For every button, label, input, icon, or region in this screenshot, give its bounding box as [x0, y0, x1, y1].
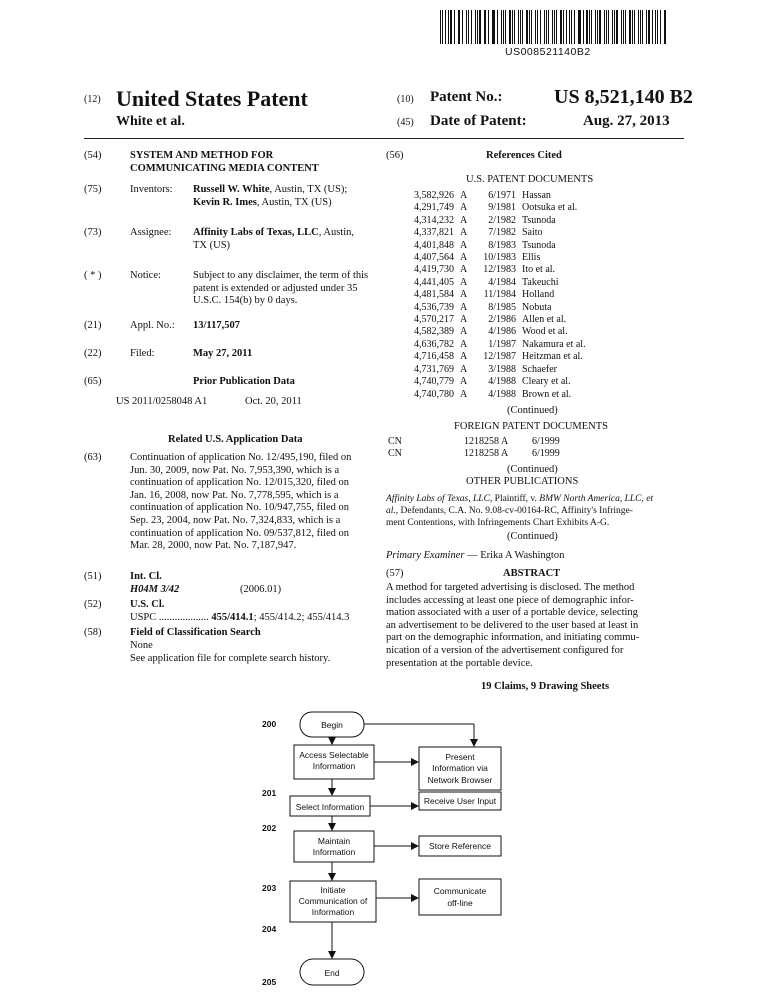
other-pub-party: Affinity Labs of Texas, LLC,	[386, 494, 493, 504]
us-reference-row	[386, 364, 676, 376]
prior-pub-date: Oct. 20, 2011	[245, 396, 302, 407]
ref-name: Nobuta	[522, 301, 552, 313]
ref-name: Tsunoda	[522, 239, 556, 251]
barcode-bar	[535, 10, 537, 44]
barcode-bar	[471, 10, 473, 44]
int-cl-class: H04M 3/42	[130, 584, 180, 595]
barcode-bar	[652, 10, 653, 44]
ref-date: 4/1986	[488, 326, 516, 338]
ref-name: Schaefer	[522, 363, 557, 375]
step-label-204: 204	[262, 924, 277, 934]
date-label: Date of Patent:	[430, 113, 527, 129]
barcode-bar	[574, 10, 575, 44]
date-value: Aug. 27, 2013	[583, 113, 670, 129]
uspc-primary: 455/414.1	[211, 612, 254, 623]
assignee-location-line2: TX (US)	[193, 239, 231, 251]
barcode-bar	[448, 10, 449, 44]
header-code-10: (10)	[397, 94, 414, 105]
search-field-label: Field of Classification Search	[130, 627, 261, 638]
barcode-bar	[614, 10, 615, 44]
barcode-bar	[531, 10, 532, 44]
barcode-bar	[597, 10, 598, 44]
other-pubs-title: OTHER PUBLICATIONS	[466, 476, 579, 487]
initiate-text: Information	[311, 907, 355, 917]
barcode-bar	[458, 10, 459, 44]
select-text: Select Information	[295, 802, 365, 812]
document-number: US008521140B2	[505, 46, 591, 58]
begin-text: Begin	[321, 720, 343, 730]
title-line: COMMUNICATING MEDIA CONTENT	[130, 162, 319, 174]
us-reference-row	[386, 190, 676, 202]
ref-date: 9/1981	[488, 202, 516, 214]
ref-date: 4/1984	[488, 276, 516, 288]
ref-name: Wood et al.	[522, 326, 568, 338]
appl-no-value: 13/117,507	[193, 320, 240, 331]
ref-name: Heitzman et al.	[522, 351, 583, 363]
us-reference-row	[386, 215, 676, 227]
field-51-code: (51)	[84, 571, 102, 582]
maintain-text: Maintain	[317, 836, 351, 846]
notice-text	[193, 270, 369, 308]
notice-line: U.S.C. 154(b) by 0 days.	[193, 295, 298, 307]
ref-kind: A	[460, 388, 468, 400]
field-63-code: (63)	[84, 452, 102, 463]
patent-authors: White et al.	[116, 114, 185, 129]
ref-number: 4,716,458	[414, 351, 454, 363]
barcode-bar	[655, 10, 656, 44]
abstract-line: nication of a version of the advertisement configured for	[386, 644, 624, 656]
ref-number: 4,441,405	[414, 276, 454, 288]
field-65-code: (65)	[84, 376, 102, 387]
ref-date: 11/1984	[483, 289, 516, 301]
ref-date: 10/1983	[483, 252, 516, 264]
ref-number: 4,337,821	[414, 227, 454, 239]
abstract-text	[386, 582, 684, 670]
store-text: Store Reference	[429, 841, 491, 851]
other-pub-text: ment Contentions, with Infringements Chart Exhibits A-G.	[386, 518, 610, 529]
barcode-bar	[552, 10, 553, 44]
barcode-bar	[642, 10, 643, 44]
ref-number: 4,740,779	[414, 376, 454, 388]
related-data-title: Related U.S. Application Data	[168, 434, 303, 445]
barcode-bar	[477, 10, 478, 44]
barcode-bar	[640, 10, 641, 44]
barcode-bar	[548, 10, 549, 44]
continued-foreign: (Continued)	[507, 464, 558, 475]
barcode-bar	[634, 10, 635, 44]
barcode-bar	[518, 10, 519, 44]
barcode-bar	[520, 10, 521, 44]
barcode-bar	[529, 10, 530, 44]
barcode-bar	[648, 10, 650, 44]
title-field	[130, 150, 319, 175]
ref-date: 6/1971	[488, 190, 516, 201]
foreign-references-list	[388, 436, 678, 461]
abstract-title: ABSTRACT	[503, 568, 561, 579]
ref-number: 1218258 A	[464, 448, 509, 460]
ref-date: 2/1982	[488, 214, 516, 226]
access-text: Information	[312, 761, 356, 771]
barcode-bar	[488, 10, 489, 44]
prior-pub-number: US 2011/0258048 A1	[116, 396, 208, 407]
barcode-bar	[556, 10, 557, 44]
ref-date: 2/1986	[488, 314, 516, 326]
barcode-bar	[554, 10, 555, 44]
barcode-bar	[493, 10, 495, 44]
ref-date: 12/1983	[483, 264, 516, 276]
ref-kind: A	[460, 351, 468, 363]
ref-date: 8/1985	[488, 301, 516, 313]
notice-label: Notice:	[130, 270, 161, 281]
ref-kind: A	[460, 214, 468, 226]
notice-code: ( * )	[84, 270, 102, 281]
field-56-code: (56)	[386, 150, 404, 161]
prior-pub-title: Prior Publication Data	[193, 376, 295, 387]
ref-date: 7/1982	[488, 227, 516, 239]
ref-kind: A	[460, 190, 468, 201]
barcode-bar	[646, 10, 647, 44]
field-75-code: (75)	[84, 184, 102, 195]
header-rule	[84, 138, 684, 139]
barcode-bar	[466, 10, 467, 44]
ref-name: Holland	[522, 289, 555, 301]
barcode-bar	[459, 10, 460, 44]
us-reference-row	[386, 339, 676, 351]
barcode-bar	[612, 10, 613, 44]
patent-no-value: US 8,521,140 B2	[554, 86, 693, 108]
barcode-bar	[479, 10, 480, 44]
us-reference-row	[386, 326, 676, 338]
us-reference-row	[386, 240, 676, 252]
claims-count: 19 Claims, 9 Drawing Sheets	[481, 681, 610, 692]
us-reference-row	[386, 202, 676, 214]
us-cl-label: U.S. Cl.	[130, 599, 165, 610]
receive-text: Receive User Input	[423, 796, 497, 806]
ref-kind: A	[460, 314, 468, 326]
us-docs-title: U.S. PATENT DOCUMENTS	[466, 174, 594, 185]
ref-kind: A	[460, 338, 468, 350]
barcode-bar	[454, 10, 455, 44]
ref-number: 4,481,584	[414, 289, 454, 301]
barcode-bar	[442, 10, 443, 44]
uspc-prefix: USPC ...................	[130, 612, 209, 623]
ref-kind: A	[460, 289, 468, 301]
barcode-bar	[665, 10, 666, 44]
continued-other: (Continued)	[507, 531, 558, 542]
ref-number: 4,740,780	[414, 388, 454, 400]
barcode-bar	[591, 10, 592, 44]
ref-number: 4,731,769	[414, 363, 454, 375]
ref-kind: A	[460, 252, 468, 264]
ref-kind: A	[460, 202, 468, 214]
primary-examiner	[386, 550, 564, 563]
barcode-bar	[485, 10, 486, 44]
barcode-bar	[501, 10, 502, 44]
inventor-location: , Austin, TX (US)	[256, 196, 332, 208]
barcode-bar	[606, 10, 607, 44]
barcode-bar	[621, 10, 622, 44]
barcode-bar	[540, 10, 541, 44]
ref-date: 3/1988	[488, 363, 516, 375]
assignee-location: , Austin,	[318, 227, 355, 238]
ref-name: Tsunoda	[522, 214, 556, 226]
ref-country: CN	[388, 448, 402, 460]
patent-title: United States Patent	[116, 86, 308, 111]
field-57-code: (57)	[386, 568, 404, 579]
ref-number: 4,291,749	[414, 202, 454, 214]
initiate-text: Initiate	[320, 885, 346, 895]
search-field-history: See application file for complete search history.	[130, 653, 331, 664]
int-cl-year: (2006.01)	[240, 584, 282, 595]
ref-number: 3,582,926	[414, 190, 454, 201]
ref-number: 4,636,782	[414, 338, 454, 350]
assignee-label: Assignee:	[130, 227, 172, 238]
other-pub-party: al.,	[386, 506, 399, 517]
field-21-code: (21)	[84, 320, 102, 331]
ref-number: 4,570,217	[414, 314, 454, 326]
abstract-line: A method for targeted advertising is disclosed. The method	[386, 582, 635, 593]
abstract-line: an advertisement to be delivered to the user based at least in	[386, 619, 639, 631]
barcode-bar	[462, 10, 463, 44]
us-reference-row	[386, 289, 676, 301]
continued-us: (Continued)	[507, 405, 558, 416]
ref-date: 4/1988	[488, 388, 516, 400]
other-pub-text: Plaintiff, v.	[492, 494, 540, 504]
field-73-code: (73)	[84, 227, 102, 238]
ref-kind: A	[460, 239, 468, 251]
other-pub-text: Defendants, C.A. No. 9.08-cv-00164-RC, Affinity's Infringe-	[398, 506, 633, 517]
related-line: continuation of application No. 10/947,755, filed on	[130, 502, 350, 514]
flowchart-figure	[0, 690, 768, 990]
filed-value: May 27, 2011	[193, 348, 253, 359]
barcode-bar	[440, 10, 441, 44]
end-text: End	[324, 968, 340, 978]
ref-number: 4,314,232	[414, 214, 454, 226]
ref-date: 6/1999	[532, 436, 560, 447]
ref-kind: A	[460, 363, 468, 375]
ref-number: 4,419,730	[414, 264, 454, 276]
assignee-value	[193, 227, 354, 252]
ref-date: 8/1983	[488, 239, 516, 251]
ref-number: 1218258 A	[464, 436, 509, 447]
barcode-bar	[664, 10, 665, 44]
ref-name: Cleary et al.	[522, 376, 571, 388]
ref-name: Nakamura et al.	[522, 338, 586, 350]
abstract-line: mation associated with a user of a portable device, selecting	[386, 607, 638, 619]
barcode-bar	[492, 10, 493, 44]
ref-name: Ellis	[522, 252, 541, 264]
present-text: Information via	[432, 763, 488, 773]
ref-kind: A	[460, 264, 468, 276]
barcode-bar	[604, 10, 605, 44]
ref-number: 4,536,739	[414, 301, 454, 313]
ref-date: 1/1987	[488, 338, 516, 350]
barcode-bar	[509, 10, 511, 44]
examiner-label: Primary Examiner	[386, 550, 465, 561]
related-line: Jun. 30, 2009, now Pat. No. 7,953,390, which is a	[130, 464, 340, 476]
access-text: Access Selectable	[299, 750, 369, 760]
other-publication	[386, 493, 686, 530]
barcode-bar	[450, 10, 452, 44]
filed-label: Filed:	[130, 348, 155, 359]
barcode-bar	[629, 10, 631, 44]
barcode-bar	[503, 10, 504, 44]
us-reference-row	[386, 302, 676, 314]
us-reference-row	[386, 227, 676, 239]
notice-line: patent is extended or adjusted under 35	[193, 282, 358, 294]
barcode-bar	[569, 10, 570, 44]
step-label-205: 205	[262, 977, 277, 987]
abstract-line: part on the demographic information, and initiating commu-	[386, 632, 640, 644]
barcode-bar	[497, 10, 498, 44]
step-label-203: 203	[262, 883, 277, 893]
barcode-bar	[586, 10, 587, 44]
barcode-bar	[625, 10, 626, 44]
ref-kind: A	[460, 276, 468, 288]
barcode-bar	[560, 10, 562, 44]
related-line: Sep. 23, 2004, now Pat. No. 7,324,833, which is a	[130, 514, 341, 526]
barcode-bar	[522, 10, 523, 44]
uspc-secondary: ; 455/414.2; 455/414.3	[253, 612, 350, 623]
us-reference-row	[386, 389, 676, 401]
header-code-12: (12)	[84, 94, 101, 105]
barcode-bar	[579, 10, 581, 44]
barcode-bar	[475, 10, 476, 44]
ref-kind: A	[460, 376, 468, 388]
barcode-bar	[657, 10, 658, 44]
references-title: References Cited	[486, 150, 562, 161]
ref-name: Saito	[522, 227, 543, 239]
ref-number: 4,582,389	[414, 326, 454, 338]
barcode-bar	[512, 10, 513, 44]
barcode-bar	[578, 10, 579, 44]
ref-country: CN	[388, 436, 402, 447]
present-text: Network Browser	[427, 775, 493, 785]
field-54-code: (54)	[84, 150, 102, 161]
barcode-bar	[546, 10, 547, 44]
ref-name: Brown et al.	[522, 388, 572, 400]
us-references-list	[386, 190, 676, 401]
step-label-201: 201	[262, 788, 277, 798]
barcode-bar	[616, 10, 617, 44]
barcode-bar	[571, 10, 572, 44]
barcode-bar	[595, 10, 596, 44]
communicate-text: Communicate	[433, 886, 487, 896]
ref-number: 4,401,848	[414, 239, 454, 251]
related-line: continuation of application No. 09/537,812, filed on	[130, 527, 350, 539]
us-reference-row	[386, 376, 676, 388]
title-line: SYSTEM AND METHOD FOR	[130, 150, 274, 161]
other-pub-party: BMW North America, LLC, et	[539, 494, 654, 504]
ref-name: Allen et al.	[522, 314, 567, 326]
field-52-code: (52)	[84, 599, 102, 610]
barcode-bar	[544, 10, 545, 44]
barcode-bar	[638, 10, 639, 44]
foreign-docs-title: FOREIGN PATENT DOCUMENTS	[454, 421, 609, 432]
barcode-bar	[445, 10, 446, 44]
related-line: Jan. 16, 2008, now Pat. No. 7,778,595, which is a	[130, 489, 339, 501]
foreign-reference-row	[388, 436, 678, 448]
inventors-value	[193, 184, 347, 209]
inventor-location: , Austin, TX (US);	[269, 184, 348, 195]
patent-no-label: Patent No.:	[430, 89, 503, 105]
ref-name: Hassan	[522, 190, 551, 201]
notice-line: Subject to any disclaimer, the term of this	[193, 270, 369, 281]
ref-name: Takeuchi	[522, 276, 559, 288]
header-code-45: (45)	[397, 117, 414, 128]
us-cl-value	[130, 612, 349, 625]
ref-kind: A	[460, 227, 468, 239]
barcode-bar	[526, 10, 527, 44]
related-line: Continuation of application No. 12/495,190, filed on	[130, 452, 352, 463]
foreign-reference-row	[388, 448, 678, 460]
barcode-bar	[623, 10, 624, 44]
barcode-bar	[599, 10, 601, 44]
ref-kind: A	[460, 301, 468, 313]
barcode-image	[440, 10, 668, 44]
search-field-none: None	[130, 640, 153, 651]
abstract-line: includes accessing at least one piece of demographic infor-	[386, 594, 634, 606]
appl-no-label: Appl. No.:	[130, 320, 175, 331]
int-cl-label: Int. Cl.	[130, 571, 162, 582]
assignee-name: Affinity Labs of Texas, LLC	[193, 227, 319, 238]
ref-name: Ito et al.	[522, 264, 556, 276]
examiner-name: — Erika A Washington	[464, 550, 565, 561]
barcode-bar	[589, 10, 590, 44]
barcode-bar	[566, 10, 567, 44]
step-label-202: 202	[262, 823, 277, 833]
ref-date: 12/1987	[483, 351, 516, 363]
inventor-name: Kevin R. Imes	[193, 196, 257, 208]
barcode-bar	[537, 10, 538, 44]
barcode-bar	[660, 10, 661, 44]
inventor-name: Russell W. White	[193, 184, 270, 195]
initiate-text: Communication of	[298, 896, 368, 906]
us-reference-row	[386, 351, 676, 363]
communicate-text: off-line	[447, 898, 473, 908]
present-text: Present	[445, 752, 475, 762]
ref-date: 6/1999	[532, 448, 560, 460]
related-line: Mar. 28, 2000, now Pat. No. 7,187,947.	[130, 540, 297, 552]
barcode-bar	[563, 10, 564, 44]
ref-name: Ootsuka et al.	[522, 202, 578, 214]
barcode-bar	[608, 10, 609, 44]
ref-number: 4,407,564	[414, 252, 454, 264]
field-22-code: (22)	[84, 348, 102, 359]
inventors-label: Inventors:	[130, 184, 173, 195]
barcode-bar	[632, 10, 633, 44]
field-58-code: (58)	[84, 627, 102, 638]
related-line: continuation of application No. 12/015,320, filed on	[130, 477, 350, 489]
maintain-text: Information	[312, 847, 356, 857]
communicate-box	[419, 879, 501, 915]
barcode-bar	[505, 10, 506, 44]
us-reference-row	[386, 277, 676, 289]
barcode-bar	[468, 10, 469, 44]
us-reference-row	[386, 264, 676, 276]
related-data-text	[130, 452, 369, 553]
ref-kind: A	[460, 326, 468, 338]
step-label-200: 200	[262, 719, 277, 729]
barcode-bar	[583, 10, 584, 44]
us-reference-row	[386, 252, 676, 264]
barcode-bar	[514, 10, 515, 44]
barcode-bar	[484, 10, 485, 44]
abstract-line: presentation at the portable device.	[386, 657, 533, 669]
us-reference-row	[386, 314, 676, 326]
ref-date: 4/1988	[488, 376, 516, 388]
